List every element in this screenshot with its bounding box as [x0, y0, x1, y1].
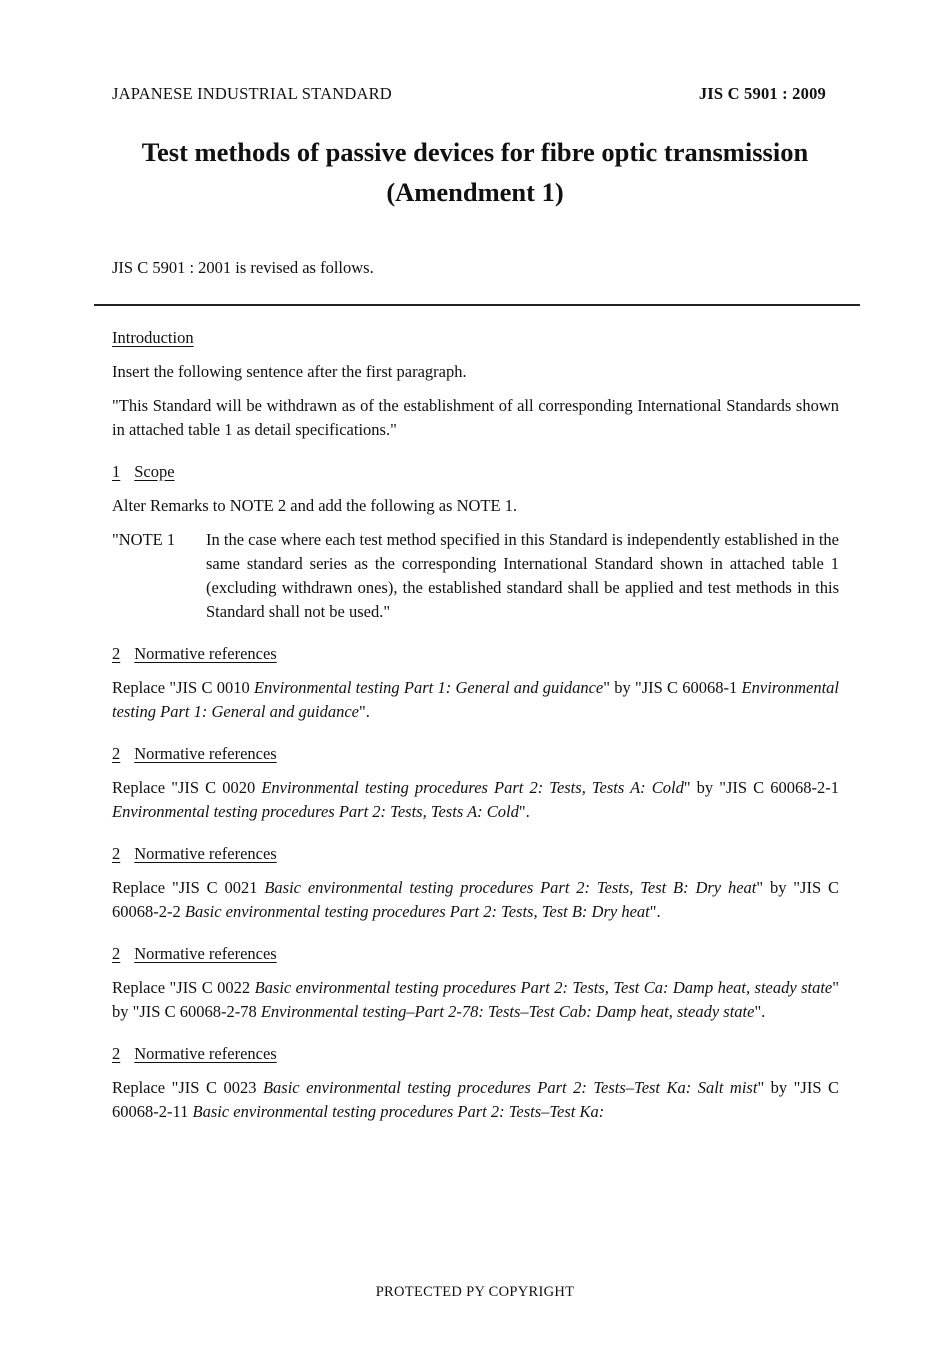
section-number: 1 [112, 462, 121, 481]
note-body: In the case where each test method specified in this Standard is independently established in the same standard series as the corresponding International Standard shown in attached table 1 (excluding withdrawn ones), the established standard shall be applied and test methods in this Standard shall not be used." [206, 530, 839, 621]
new-reference-title: Basic environmental testing procedures Part 2: Tests–Test Ka: [192, 1102, 605, 1121]
section-title: Normative references [134, 644, 277, 663]
section-scope [112, 460, 839, 624]
replacement-text: Replace "JIS C 0022 Basic environmental testing procedures Part 2: Tests, Test Ca: Damp heat, steady state" by "JIS C 60068-2-78 Environmental testing–Part 2-78: Tests–Test Cab: Damp heat, steady state". [112, 978, 839, 1021]
document-body [112, 326, 839, 1142]
new-reference-title: Basic environmental testing procedures Part 2: Tests, Test B: Dry heat [184, 902, 650, 921]
replacement-text: Replace "JIS C 0021 Basic environmental testing procedures Part 2: Tests, Test B: Dry heat" by "JIS C 60068-2-2 Basic environmental testing procedures Part 2: Tests, Test B: Dry heat". [112, 878, 839, 921]
old-reference-title: Basic environmental testing procedures Part 2: Tests, Test B: Dry heat [264, 878, 757, 897]
replacement-text: Replace "JIS C 0010 Environmental testing Part 1: General and guidance" by "JIS C 60068-1 Environmental testing Part 1: General and guidance". [112, 678, 839, 721]
section-number: 2 [112, 944, 121, 963]
note-label: "NOTE 1 [112, 530, 176, 549]
section-heading [112, 942, 839, 966]
section-normative-references [112, 642, 839, 724]
section-title: Normative references [134, 1044, 277, 1063]
title-line-2: (Amendment 1) [386, 177, 564, 207]
section-normative-references [112, 742, 839, 824]
section-number: 2 [112, 844, 121, 863]
section-introduction [112, 326, 839, 442]
section-heading [112, 642, 839, 666]
section-normative-references [112, 842, 839, 924]
document-title [80, 132, 870, 212]
copyright-footer: PROTECTED PY COPYRIGHT [375, 1284, 575, 1300]
section-number: 2 [112, 644, 121, 663]
replacement-text: Replace "JIS C 0020 Environmental testing procedures Part 2: Tests, Tests A: Cold" by "JIS C 60068-2-1 Environmental testing procedures Part 2: Tests, Tests A: Cold". [112, 778, 840, 821]
new-reference-title: Environmental testing Part 1: General and guidance [112, 678, 839, 721]
instruction-text: Insert the following sentence after the first paragraph. [112, 362, 467, 381]
note-1 [112, 528, 839, 624]
section-title: Normative references [134, 944, 277, 963]
section-number: 2 [112, 744, 121, 763]
section-title: Scope [134, 462, 175, 481]
standard-type-label: JAPANESE INDUSTRIAL STANDARD [112, 84, 392, 103]
section-heading [112, 460, 839, 484]
old-reference-title: Basic environmental testing procedures Part 2: Tests, Test Ca: Damp heat, steady state [254, 978, 833, 997]
title-line-1: Test methods of passive devices for fibre optic transmission [141, 137, 809, 167]
section-title: Normative references [134, 844, 277, 863]
section-normative-references [112, 1042, 839, 1124]
revision-statement: JIS C 5901 : 2001 is revised as follows. [112, 258, 374, 277]
old-reference-title: Environmental testing Part 1: General and guidance [253, 678, 604, 697]
section-heading: Introduction [112, 328, 194, 347]
page-header [112, 84, 826, 108]
old-reference-title: Environmental testing procedures Part 2: Tests, Tests A: Cold [261, 778, 684, 797]
section-heading [112, 842, 839, 866]
section-heading [112, 742, 839, 766]
section-number: 2 [112, 1044, 121, 1063]
horizontal-divider [94, 304, 860, 306]
standard-number: JIS C 5901 : 2009 [698, 84, 826, 103]
section-title: Normative references [134, 744, 277, 763]
old-reference-title: Basic environmental testing procedures Part 2: Tests–Test Ka: Salt mist [262, 1078, 758, 1097]
new-reference-title: Environmental testing procedures Part 2: Tests, Tests A: Cold [112, 802, 519, 821]
section-normative-references [112, 942, 839, 1024]
new-reference-title: Environmental testing–Part 2-78: Tests–Test Cab: Damp heat, steady state [260, 1002, 755, 1021]
quoted-sentence: "This Standard will be withdrawn as of the establishment of all corresponding International Standards shown in attached table 1 as detail specifications." [112, 396, 839, 439]
instruction-text: Alter Remarks to NOTE 2 and add the following as NOTE 1. [112, 496, 518, 515]
section-heading [112, 1042, 839, 1066]
replacement-text: Replace "JIS C 0023 Basic environmental testing procedures Part 2: Tests–Test Ka: Salt mist" by "JIS C 60068-2-11 Basic environmental testing procedures Part 2: Tests–Test Ka: [112, 1078, 839, 1121]
